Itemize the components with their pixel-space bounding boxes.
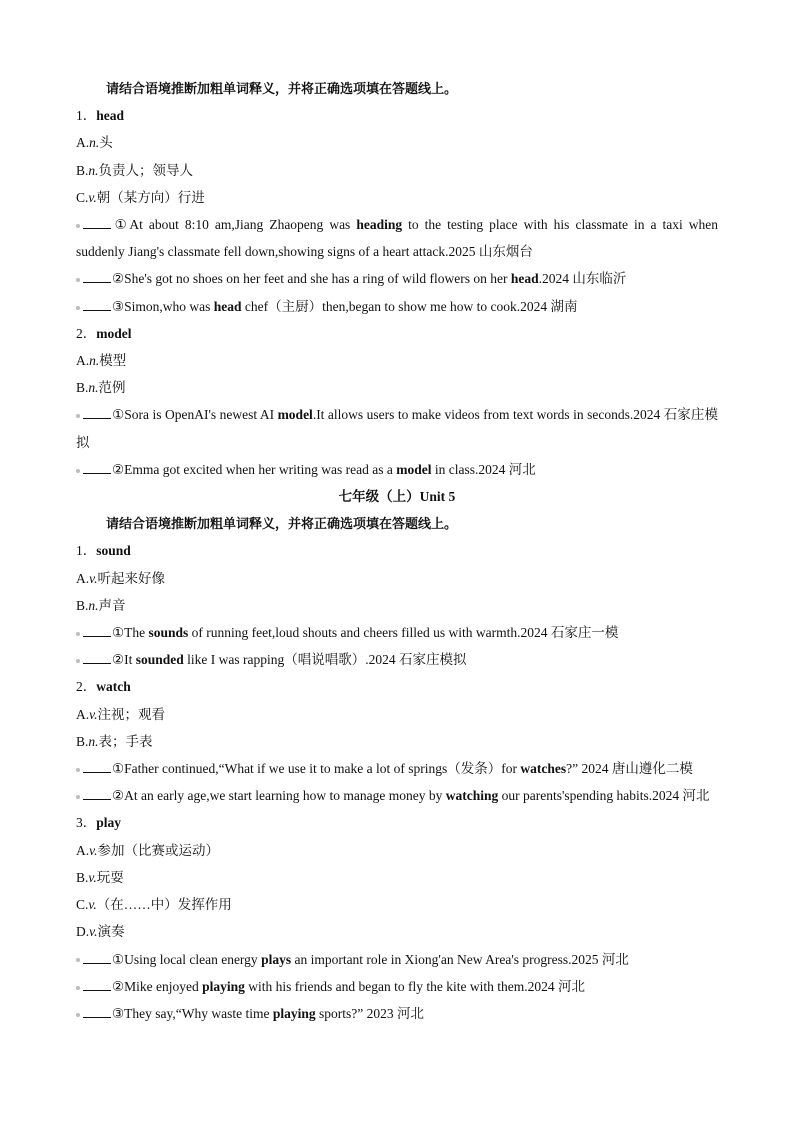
part-of-speech: n. xyxy=(89,353,100,369)
answer-blank[interactable] xyxy=(83,1003,111,1018)
sentence-text: an important role in Xiong'an New Area's progress.2025 河北 xyxy=(291,951,629,967)
option-row xyxy=(76,565,718,592)
option-meaning: 参加（比赛或运动） xyxy=(97,842,219,858)
sentence-text: to the testing place with his classmate in a taxi when suddenly Jiang's classmate fell down,showing signs of a heart attack.2025 山东烟台 xyxy=(76,217,718,260)
word-heading xyxy=(76,537,718,564)
target-word: play xyxy=(96,815,122,831)
sentence-text: Mike enjoyed xyxy=(124,978,203,994)
answer-blank[interactable] xyxy=(83,404,111,419)
bold-target-word: model xyxy=(277,407,313,423)
option-meaning: 朝（某方向）行进 xyxy=(96,189,205,205)
bold-target-word: model xyxy=(396,461,432,477)
bullet-dot xyxy=(76,958,80,962)
example-sentence xyxy=(76,646,718,673)
question-number: 1． xyxy=(76,108,97,124)
bullet-dot xyxy=(76,414,80,418)
word-heading xyxy=(76,320,718,347)
sentence-text: .It allows users to make videos from text words in seconds.2024 石家庄模拟 xyxy=(76,407,718,450)
bullet-dot xyxy=(76,632,80,636)
answer-blank[interactable] xyxy=(83,785,111,800)
option-row xyxy=(76,157,718,184)
sentence-text: Emma got excited when her writing was read as a xyxy=(124,461,397,477)
bullet-dot xyxy=(76,768,80,772)
sentence-text: At an early age,we start learning how to manage money by xyxy=(124,788,446,804)
option-meaning: 表；手表 xyxy=(98,733,153,749)
example-sentence xyxy=(76,401,718,455)
bold-target-word: sounded xyxy=(135,652,184,668)
answer-blank[interactable] xyxy=(83,649,111,664)
bullet-dot xyxy=(76,306,80,310)
item-number: ③ xyxy=(112,298,125,314)
sentence-text: Father continued,“What if we use it to make a lot of springs（发条）for xyxy=(124,761,521,777)
bullet-dot xyxy=(76,224,80,228)
item-number: ② xyxy=(112,461,125,477)
bold-target-word: playing xyxy=(202,978,245,994)
sentence-text: of running feet,loud shouts and cheers filled us with warmth.2024 石家庄一模 xyxy=(188,625,619,641)
option-letter: A. xyxy=(76,570,90,586)
option-meaning: 模型 xyxy=(99,353,127,369)
example-sentence xyxy=(76,782,718,809)
answer-blank[interactable] xyxy=(83,758,111,773)
option-letter: C. xyxy=(76,189,89,205)
bold-target-word: head xyxy=(213,298,242,314)
option-row xyxy=(76,891,718,918)
instruction-text: 请结合语境推断加粗单词释义，并将正确选项填在答题线上。 xyxy=(106,516,458,532)
item-number: ③ xyxy=(112,1005,125,1021)
bullet-dot xyxy=(76,1013,80,1017)
section-unit-prev xyxy=(76,102,718,483)
option-row xyxy=(76,728,718,755)
bold-target-word: sounds xyxy=(148,625,189,641)
sentence-text: chef（主厨）then,began to show me how to cook.2024 湖南 xyxy=(241,298,578,314)
item-number: ① xyxy=(112,625,125,641)
part-of-speech: v. xyxy=(88,869,97,885)
option-letter: B. xyxy=(76,869,89,885)
bullet-dot xyxy=(76,278,80,282)
example-sentence xyxy=(76,755,718,782)
word-heading xyxy=(76,102,718,129)
word-heading xyxy=(76,809,718,836)
bullet-dot xyxy=(76,986,80,990)
option-letter: A. xyxy=(76,135,90,151)
bold-target-word: watching xyxy=(445,788,499,804)
worksheet-page xyxy=(76,75,718,1027)
option-letter: A. xyxy=(76,842,90,858)
sentence-text: with his friends and began to fly the kite with them.2024 河北 xyxy=(244,978,585,994)
option-meaning: 头 xyxy=(99,135,113,151)
item-number: ② xyxy=(112,271,125,287)
option-row xyxy=(76,374,718,401)
sentence-text: She's got no shoes on her feet and she has a ring of wild flowers on her xyxy=(124,271,511,287)
bold-target-word: heading xyxy=(356,217,403,233)
option-meaning: 范例 xyxy=(98,380,126,396)
option-row xyxy=(76,837,718,864)
item-number: ② xyxy=(112,652,125,668)
item-number: ② xyxy=(112,978,125,994)
sentence-text: sports?” 2023 河北 xyxy=(315,1005,424,1021)
option-row xyxy=(76,918,718,945)
option-row xyxy=(76,864,718,891)
option-row xyxy=(76,592,718,619)
bullet-dot xyxy=(76,469,80,473)
sentence-text: like I was rapping（唱说唱歌）.2024 石家庄模拟 xyxy=(183,652,467,668)
option-letter: D. xyxy=(76,924,90,940)
bullet-dot xyxy=(76,659,80,663)
sentence-text: The xyxy=(124,625,149,641)
option-row xyxy=(76,347,718,374)
item-number: ① xyxy=(112,407,125,423)
option-meaning: 负责人；领导人 xyxy=(98,162,194,178)
item-number: ① xyxy=(112,761,125,777)
answer-blank[interactable] xyxy=(83,214,111,229)
example-sentence xyxy=(76,456,718,483)
option-letter: B. xyxy=(76,380,89,396)
example-sentence xyxy=(76,973,718,1000)
example-sentence xyxy=(76,1000,718,1027)
part-of-speech: n. xyxy=(88,380,99,396)
example-sentence xyxy=(76,619,718,646)
section-unit-5 xyxy=(76,537,718,1027)
question-number: 2． xyxy=(76,679,97,695)
option-meaning: 声音 xyxy=(98,597,126,613)
part-of-speech: v. xyxy=(89,842,98,858)
item-number: ② xyxy=(112,788,125,804)
sentence-text: ?” 2024 唐山遵化二模 xyxy=(566,761,693,777)
answer-blank[interactable] xyxy=(83,268,111,283)
option-letter: C. xyxy=(76,897,89,913)
answer-blank[interactable] xyxy=(83,949,111,964)
sentence-text: Sora is OpenAI's newest AI xyxy=(124,407,278,423)
example-sentence xyxy=(76,265,718,292)
sentence-text: It xyxy=(124,652,136,668)
option-meaning: 注视；观看 xyxy=(97,706,165,722)
question-number: 3． xyxy=(76,815,97,831)
answer-blank[interactable] xyxy=(83,459,111,474)
bold-target-word: head xyxy=(510,271,539,287)
sentence-text: in class.2024 河北 xyxy=(431,461,536,477)
sentence-text: Using local clean energy xyxy=(124,951,262,967)
unit-heading: 七年级（上）Unit 5 xyxy=(338,489,456,505)
option-letter: B. xyxy=(76,162,89,178)
target-word: watch xyxy=(96,679,131,695)
bullet-dot xyxy=(76,795,80,799)
bold-target-word: playing xyxy=(272,1005,316,1021)
bold-target-word: watches xyxy=(520,761,567,777)
part-of-speech: v. xyxy=(89,924,98,940)
answer-blank[interactable] xyxy=(83,622,111,637)
part-of-speech: v. xyxy=(89,706,98,722)
option-row xyxy=(76,184,718,211)
example-sentence xyxy=(76,293,718,320)
target-word: head xyxy=(96,108,125,124)
part-of-speech: v. xyxy=(88,897,97,913)
item-number: ① xyxy=(112,951,125,967)
instruction-text: 请结合语境推断加粗单词释义，并将正确选项填在答题线上。 xyxy=(106,81,458,96)
part-of-speech: v. xyxy=(89,570,98,586)
option-row xyxy=(76,701,718,728)
sentence-text: At about 8:10 am,Jiang Zhaopeng was xyxy=(129,217,357,233)
option-meaning: 演奏 xyxy=(97,924,125,940)
answer-blank[interactable] xyxy=(83,296,111,311)
part-of-speech: n. xyxy=(88,597,99,613)
option-letter: B. xyxy=(76,597,89,613)
option-row xyxy=(76,129,718,156)
option-meaning: 听起来好像 xyxy=(97,570,165,586)
option-letter: A. xyxy=(76,353,90,369)
example-sentence xyxy=(76,946,718,973)
part-of-speech: v. xyxy=(88,189,97,205)
option-meaning: （在……中）发挥作用 xyxy=(96,897,232,913)
word-heading xyxy=(76,673,718,700)
sentence-text: our parents'spending habits.2024 河北 xyxy=(498,788,710,804)
question-number: 1． xyxy=(76,543,97,559)
bold-target-word: plays xyxy=(261,951,292,967)
sentence-text: They say,“Why waste time xyxy=(124,1005,273,1021)
example-sentence xyxy=(76,211,718,265)
sentence-text: Simon,who was xyxy=(124,298,214,314)
item-number: ① xyxy=(112,217,130,233)
option-letter: B. xyxy=(76,733,89,749)
option-meaning: 玩耍 xyxy=(96,869,124,885)
option-letter: A. xyxy=(76,706,90,722)
target-word: model xyxy=(96,325,132,341)
part-of-speech: n. xyxy=(88,733,99,749)
sentence-text: .2024 山东临沂 xyxy=(538,271,627,287)
answer-blank[interactable] xyxy=(83,976,111,991)
target-word: sound xyxy=(96,543,131,559)
part-of-speech: n. xyxy=(88,162,99,178)
question-number: 2． xyxy=(76,325,97,341)
part-of-speech: n. xyxy=(89,135,100,151)
